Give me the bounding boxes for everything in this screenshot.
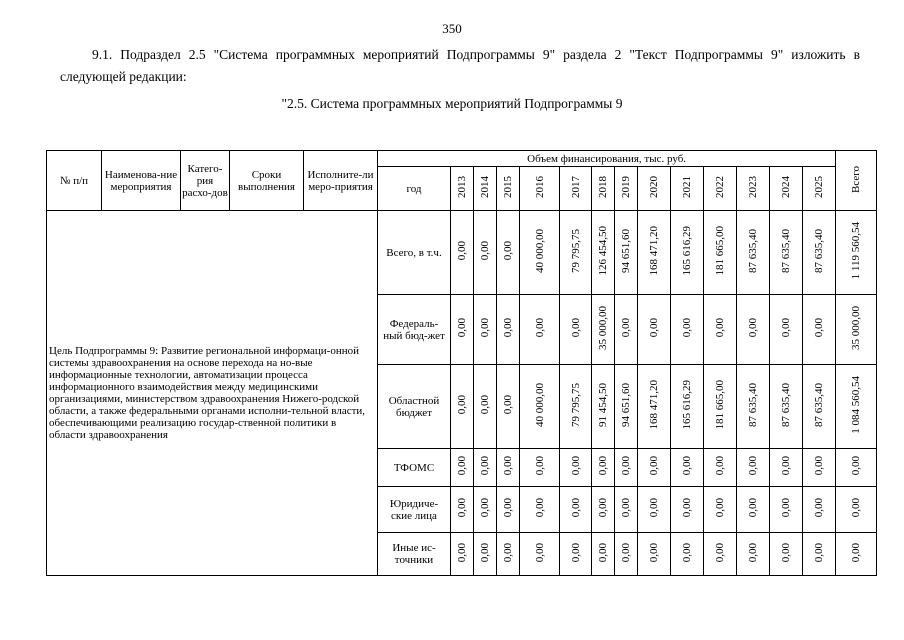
total-cell: [836, 487, 877, 533]
funding-source: Областной бюджет: [378, 365, 451, 449]
amount-value: 181 665,00: [714, 380, 726, 430]
amount-value: 94 651,60: [620, 229, 632, 273]
header-category: Катего-рия расхо-дов: [181, 151, 230, 211]
value-cell: [497, 533, 520, 576]
year-label: 2024: [780, 176, 792, 198]
value-cell: [615, 365, 638, 449]
value-cell: [638, 449, 671, 487]
header-name: Наименова-ние мероприятия: [102, 151, 181, 211]
value-cell: [560, 533, 592, 576]
year-label: 2021: [681, 176, 693, 198]
amount-value: 0,00: [681, 318, 693, 338]
value-cell: [671, 449, 704, 487]
amount-value: 0,00: [502, 456, 514, 476]
value-cell: [520, 295, 560, 365]
amount-value: 35 000,00: [597, 306, 609, 350]
year-label: 2016: [533, 176, 546, 198]
year-label: 2022: [714, 176, 726, 198]
value-cell: [704, 487, 737, 533]
value-cell: [592, 533, 615, 576]
amount-value: 0,00: [456, 542, 468, 563]
value-cell: [615, 487, 638, 533]
value-cell: [803, 211, 836, 295]
value-cell: [704, 211, 737, 295]
amount-value: 0,00: [813, 498, 826, 518]
amount-value: 0,00: [479, 318, 491, 338]
amount-value: 0,00: [648, 456, 660, 476]
year-cell: [451, 167, 474, 211]
value-cell: [474, 487, 497, 533]
amount-value: 0,00: [569, 456, 582, 476]
amount-value: 0,00: [681, 498, 693, 518]
total-cell: [836, 533, 877, 576]
amount-value: 0,00: [681, 542, 693, 563]
amount-value: 0,00: [747, 318, 759, 338]
value-cell: [770, 295, 803, 365]
goal-text: Цель Подпрограммы 9: Развитие региональной информаци-онной системы здравоохранения на основе перехода на но-вые информационные технологии, автоматизации процесса информационного взаимодействия между медицинскими организациями, министерством здравоохранения Нижего-родской области, а также федеральными органами исполни-тельной власти, обеспечивающими реализацию государ-ственной политики в области здравоохранения: [47, 211, 378, 576]
amount-value: 0,00: [597, 456, 609, 476]
value-cell: [474, 295, 497, 365]
amount-value: 87 635,40: [780, 383, 792, 427]
amount-value: 0,00: [780, 318, 792, 338]
amount-value: 0,00: [597, 542, 609, 563]
amount-value: 0,00: [502, 241, 514, 261]
funding-source: Юридиче-ские лица: [378, 487, 451, 533]
funding-source: ТФОМС: [378, 449, 451, 487]
value-cell: [638, 365, 671, 449]
year-label: 2019: [620, 176, 632, 198]
total-value: 0,00: [850, 542, 863, 563]
amount-value: 0,00: [780, 542, 792, 563]
total-value: 35 000,00: [850, 306, 863, 350]
amount-value: 87 635,40: [747, 383, 759, 427]
amount-value: 0,00: [620, 318, 632, 338]
value-cell: [770, 365, 803, 449]
amount-value: 0,00: [597, 498, 609, 518]
value-cell: [704, 533, 737, 576]
value-cell: [803, 487, 836, 533]
header-year: год: [378, 167, 451, 211]
year-cell: [592, 167, 615, 211]
value-cell: [671, 533, 704, 576]
amount-value: 0,00: [780, 498, 792, 518]
value-cell: [592, 365, 615, 449]
value-cell: [638, 295, 671, 365]
year-cell: [520, 167, 560, 211]
year-label: 2017: [569, 176, 582, 198]
amount-value: 94 651,60: [620, 383, 632, 427]
value-cell: [592, 449, 615, 487]
amount-value: 0,00: [714, 456, 726, 476]
value-cell: [520, 365, 560, 449]
value-cell: [451, 211, 474, 295]
value-cell: [451, 487, 474, 533]
value-cell: [474, 211, 497, 295]
value-cell: [671, 365, 704, 449]
total-cell: [836, 211, 877, 295]
value-cell: [520, 533, 560, 576]
value-cell: [770, 487, 803, 533]
year-cell: [474, 167, 497, 211]
year-cell: [671, 167, 704, 211]
value-cell: [803, 295, 836, 365]
year-label: 2014: [479, 176, 491, 198]
value-cell: [451, 449, 474, 487]
amount-value: 126 454,50: [597, 226, 609, 276]
value-cell: [615, 211, 638, 295]
value-cell: [803, 449, 836, 487]
value-cell: [520, 487, 560, 533]
header-term: Сроки выполнения: [230, 151, 304, 211]
amount-value: 0,00: [569, 318, 582, 338]
value-cell: [770, 211, 803, 295]
year-cell: [803, 167, 836, 211]
amount-value: 0,00: [813, 318, 826, 338]
amount-value: 168 471,20: [648, 380, 660, 430]
amount-value: 0,00: [714, 542, 726, 563]
funding-source: Всего, в т.ч.: [378, 211, 451, 295]
value-cell: [592, 295, 615, 365]
value-cell: [737, 449, 770, 487]
value-cell: [560, 487, 592, 533]
value-cell: [592, 487, 615, 533]
amount-value: 40 000,00: [533, 383, 546, 427]
amount-value: 0,00: [456, 395, 468, 415]
year-label: 2025: [813, 176, 826, 198]
value-cell: [560, 211, 592, 295]
amount-value: 0,00: [569, 498, 582, 518]
amount-value: 0,00: [533, 542, 546, 563]
total-cell: [836, 449, 877, 487]
table-row: [47, 211, 877, 295]
year-label: 2015: [502, 176, 514, 198]
total-value: 1 119 560,54: [850, 222, 863, 280]
amount-value: 0,00: [502, 318, 514, 338]
amount-value: 0,00: [714, 498, 726, 518]
funding-source: Иные ис-точники: [378, 533, 451, 576]
amount-value: 0,00: [620, 456, 632, 476]
amount-value: 0,00: [456, 241, 468, 261]
year-cell: [770, 167, 803, 211]
value-cell: [451, 533, 474, 576]
header-funding: Объем финансирования, тыс. руб.: [378, 151, 836, 167]
funding-table: [46, 150, 877, 576]
value-cell: [615, 295, 638, 365]
value-cell: [770, 533, 803, 576]
amount-value: 168 471,20: [648, 226, 660, 276]
amount-value: 79 795,75: [569, 383, 582, 427]
amount-value: 0,00: [648, 498, 660, 518]
amount-value: 87 635,40: [813, 383, 826, 427]
amount-value: 0,00: [648, 318, 660, 338]
amount-value: 0,00: [648, 542, 660, 563]
header-executor: Исполните-ли меро-приятия: [304, 151, 378, 211]
section-heading: "2.5. Система программных мероприятий Подпрограммы 9: [281, 96, 623, 111]
amount-value: 0,00: [479, 498, 491, 518]
total-cell: [836, 365, 877, 449]
year-cell: [560, 167, 592, 211]
amount-value: 0,00: [479, 241, 491, 261]
total-cell: [836, 295, 877, 365]
value-cell: [704, 295, 737, 365]
value-cell: [770, 449, 803, 487]
amount-value: 79 795,75: [569, 229, 582, 273]
value-cell: [671, 211, 704, 295]
total-value: 1 084 560,54: [850, 376, 863, 434]
amount-value: 0,00: [747, 456, 759, 476]
amount-value: 181 665,00: [714, 226, 726, 276]
value-cell: [520, 211, 560, 295]
total-value: 0,00: [850, 498, 863, 518]
amount-value: 0,00: [747, 498, 759, 518]
value-cell: [497, 211, 520, 295]
value-cell: [474, 533, 497, 576]
year-cell: [638, 167, 671, 211]
value-cell: [451, 295, 474, 365]
amount-value: 91 454,50: [597, 383, 609, 427]
value-cell: [451, 365, 474, 449]
amount-value: 0,00: [456, 318, 468, 338]
amount-value: 0,00: [533, 318, 546, 338]
value-cell: [615, 449, 638, 487]
value-cell: [803, 533, 836, 576]
amount-value: 0,00: [533, 456, 546, 476]
amount-value: 0,00: [747, 542, 759, 563]
header-total-cell: [836, 151, 877, 211]
year-label: 2018: [597, 176, 609, 198]
value-cell: [737, 295, 770, 365]
year-cell: [737, 167, 770, 211]
intro-paragraph: 9.1. Подраздел 2.5 "Система программных мероприятий Подпрограммы 9" раздела 2 "Текст Подпрограммы 9" изложить в следующей редакции:: [60, 47, 860, 84]
amount-value: 40 000,00: [533, 229, 546, 273]
amount-value: 0,00: [502, 542, 514, 563]
year-cell: [497, 167, 520, 211]
funding-source: Федераль-ный бюд-жет: [378, 295, 451, 365]
amount-value: 0,00: [502, 498, 514, 518]
amount-value: 0,00: [681, 456, 693, 476]
value-cell: [737, 365, 770, 449]
value-cell: [520, 449, 560, 487]
amount-value: 87 635,40: [813, 229, 826, 273]
amount-value: 165 616,29: [681, 226, 693, 276]
year-label: 2020: [648, 176, 660, 198]
value-cell: [615, 533, 638, 576]
value-cell: [704, 449, 737, 487]
year-label: 2023: [747, 176, 759, 198]
value-cell: [560, 295, 592, 365]
amount-value: 0,00: [502, 395, 514, 415]
amount-value: 0,00: [479, 395, 491, 415]
amount-value: 165 616,29: [681, 380, 693, 430]
value-cell: [474, 449, 497, 487]
value-cell: [737, 211, 770, 295]
amount-value: 87 635,40: [747, 229, 759, 273]
value-cell: [560, 449, 592, 487]
amount-value: 0,00: [456, 456, 468, 476]
amount-value: 0,00: [780, 456, 792, 476]
year-cell: [704, 167, 737, 211]
amount-value: 87 635,40: [780, 229, 792, 273]
amount-value: 0,00: [569, 542, 582, 563]
amount-value: 0,00: [620, 542, 632, 563]
value-cell: [737, 487, 770, 533]
value-cell: [671, 487, 704, 533]
amount-value: 0,00: [620, 498, 632, 518]
value-cell: [671, 295, 704, 365]
value-cell: [497, 295, 520, 365]
value-cell: [560, 365, 592, 449]
amount-value: 0,00: [456, 498, 468, 518]
amount-value: 0,00: [479, 456, 491, 476]
page-number: 350: [442, 21, 462, 36]
value-cell: [497, 365, 520, 449]
value-cell: [638, 487, 671, 533]
amount-value: 0,00: [813, 456, 826, 476]
value-cell: [737, 533, 770, 576]
year-label: 2013: [456, 176, 468, 198]
amount-value: 0,00: [479, 542, 491, 563]
amount-value: 0,00: [714, 318, 726, 338]
amount-value: 0,00: [533, 498, 546, 518]
value-cell: [497, 449, 520, 487]
year-cell: [615, 167, 638, 211]
amount-value: 0,00: [813, 542, 826, 563]
value-cell: [638, 211, 671, 295]
value-cell: [803, 365, 836, 449]
header-num: № п/п: [47, 151, 102, 211]
value-cell: [592, 211, 615, 295]
value-cell: [638, 533, 671, 576]
header-total: Всего: [850, 165, 863, 193]
value-cell: [497, 487, 520, 533]
value-cell: [474, 365, 497, 449]
total-value: 0,00: [850, 456, 863, 476]
value-cell: [704, 365, 737, 449]
